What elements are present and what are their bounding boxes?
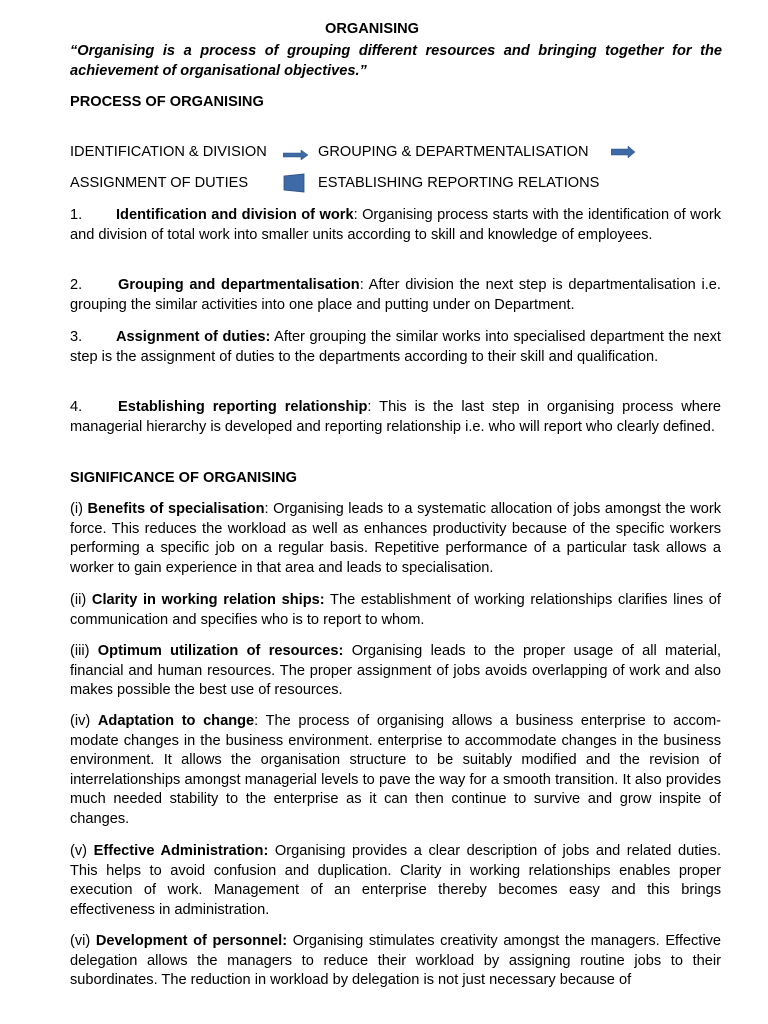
right-arrow-icon <box>611 146 637 158</box>
significance-point <box>70 932 721 991</box>
flow-step-assignment: ASSIGNMENT OF DUTIES <box>70 175 249 191</box>
point-text: : Organising leads to a systematic allocation of jobs amongst the work force. This reduces the workload as well as enhances productivity because of the specific workers performing a specific job on a regular basis. Repetitive performance of a particular task allows a worker to gain experience in that area and leads to specialisation. <box>70 501 722 576</box>
significance-point <box>70 842 721 920</box>
step-term: Assignment of duties: <box>116 329 271 345</box>
point-number: (i) <box>70 501 83 517</box>
page-title: ORGANISING <box>324 21 420 37</box>
step-text: : Organising process starts with the identification of work and division of total work into smaller units according to skill and knowledge of employees. <box>70 207 721 243</box>
step-term: Establishing reporting relationship <box>118 399 368 415</box>
point-term: Clarity in working relation ships: <box>91 592 325 608</box>
point-number: (v) <box>70 843 88 859</box>
flow-step-grouping: GROUPING & DEPARTMENTALISATION <box>318 144 589 160</box>
point-term: Optimum utilization of resources: <box>97 643 344 659</box>
point-number: (vi) <box>70 933 91 949</box>
step-term: Identification and division of work <box>116 207 354 223</box>
step-item <box>70 276 721 315</box>
significance-point <box>70 591 721 630</box>
significance-point <box>70 500 721 578</box>
point-term: Benefits of specialisation <box>87 501 265 517</box>
step-number: 1. <box>70 207 83 223</box>
point-term: Development of personnel: <box>95 933 288 949</box>
point-text: : The process of organising allows a business enterprise to accom-modate changes in the business environment. enterprise to accommodate changes in the business environment. It allows the organisation structure to be suitably modified and the revision of interrelationships amongst managerial levels to pave the way for a smooth transition. It also provides much needed stability to the enterprise as it can then continue to survive and grow inspite of changes. <box>70 713 721 827</box>
step-text: : This is the last step in organising process where managerial hierarchy is developed and reporting relationship i.e. who will report who clearly defined. <box>70 399 721 435</box>
step-number: 4. <box>70 399 83 415</box>
step-item <box>70 398 721 437</box>
step-item <box>70 206 721 245</box>
point-text: Organising provides a clear description of jobs and related duties. This helps to avoid confusion and duplication. Clarity in working relationships enables proper execution of work. Management of an enterprise thereby becomes easy and this brings effectiveness in administration. <box>70 843 721 918</box>
point-text: The establishment of working relationships clarifies lines of communication and specifies who is to report to whom. <box>70 592 721 628</box>
flow-step-identification: IDENTIFICATION & DIVISION <box>70 144 267 160</box>
point-term: Adaptation to change <box>97 713 255 729</box>
significance-point <box>70 712 721 830</box>
significance-heading: SIGNIFICANCE OF ORGANISING <box>70 470 298 486</box>
step-text: : After division the next step is departmentalisation i.e. grouping the similar activities into one place and putting under on Department. <box>70 277 721 313</box>
flow-step-reporting: ESTABLISHING REPORTING RELATIONS <box>318 175 600 191</box>
step-number: 2. <box>70 277 83 293</box>
point-text: Organising leads to the proper usage of all material, financial and human resources. The proper assignment of jobs avoids overlapping of work and also makes possible the best use of resources. <box>70 643 721 699</box>
point-number: (iv) <box>70 713 91 729</box>
step-text: After grouping the similar works into specialised department the next step is the assignment of duties to the departments according to their skill and qualification. <box>70 329 721 365</box>
significance-point <box>70 642 721 701</box>
step-number: 3. <box>70 329 83 345</box>
left-arrow-icon <box>282 171 306 195</box>
right-arrow-icon <box>283 149 309 161</box>
definition-quote: “Organising is a process of grouping different resources and bringing together for the achievement of organisational objectives.” <box>70 43 722 79</box>
point-number: (iii) <box>70 643 90 659</box>
point-text: Organising stimulates creativity amongst the managers. Effective delegation allows the managers to reduce their workload by assigning routine jobs to their subordinates. The reduction in workload by delegation is not just necessary because of <box>70 933 722 989</box>
point-number: (ii) <box>70 592 87 608</box>
step-item <box>70 328 721 367</box>
step-term: Grouping and departmentalisation <box>118 277 360 293</box>
process-heading: PROCESS OF ORGANISING <box>70 94 264 110</box>
point-term: Effective Administration: <box>93 843 269 859</box>
